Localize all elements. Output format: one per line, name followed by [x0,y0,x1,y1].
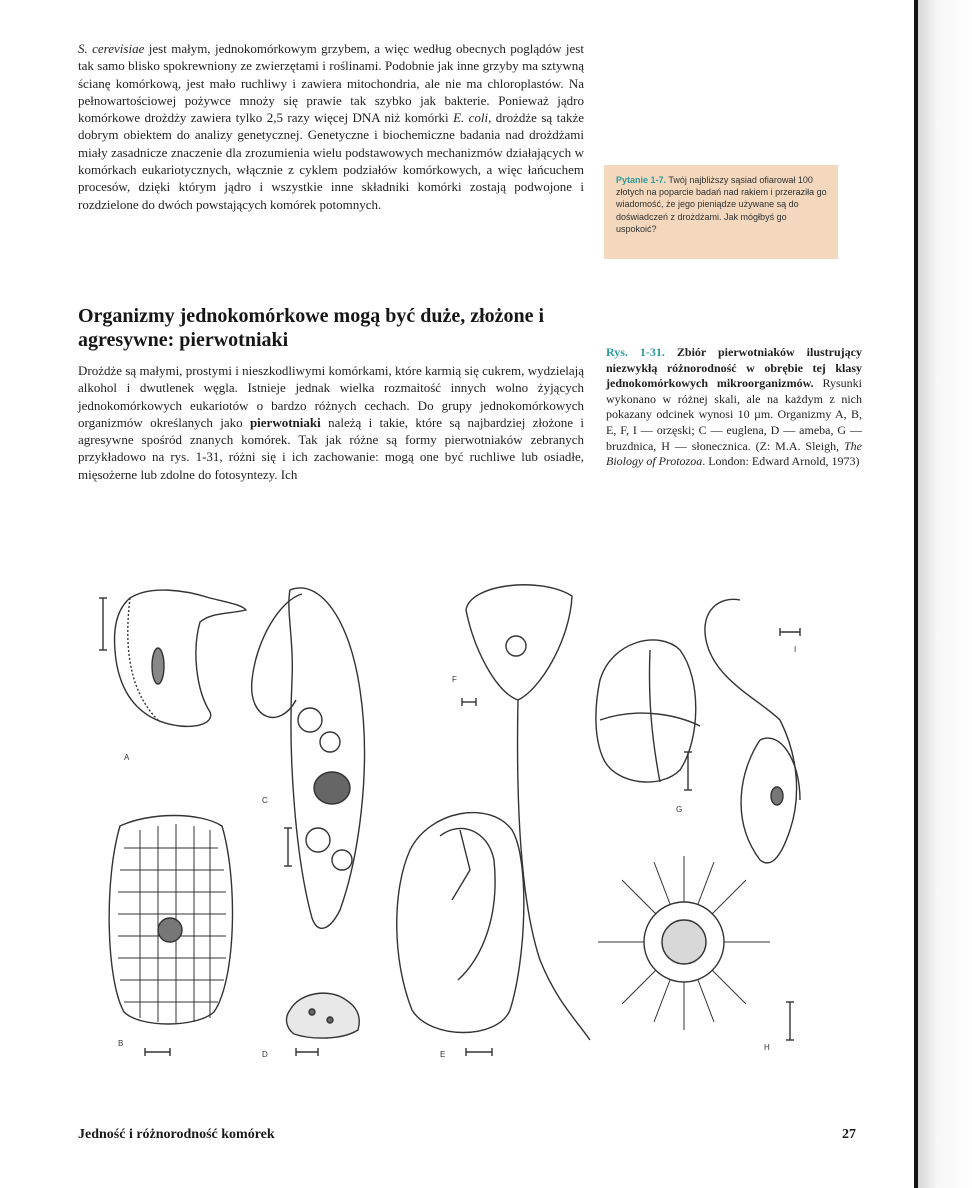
figure-number: Rys. 1-31. [606,345,665,359]
caption-book-title: The Biology of Protozoa [606,438,862,469]
figure-label-a: A [124,753,130,762]
organism-i [705,599,800,863]
body-text-2: należą i takie, które są najbardziej złożone i agresywne spośród znanych komórek. Tak jak różne są formy pierwotniaków zebranych przykładowo na rys. 1-31, różni się i ich zachowanie: mogą one być ruchliwe lub osiadłe, mięsożerne lub zdolne do fotosyntezy. Ich [78,414,584,482]
page-binding-shadow [918,0,972,1188]
footer-title: Jedność i różnorodność komórek [78,1127,275,1142]
species-name-ecoli: E. coli [453,110,489,126]
caption-text-1: Rysunki wykonano w różnej skali, ale na każdym z nich pokazany odcinek wynosi 10 µm. Organizmy A, B, E, F, I — orzęski; C — euglena, D — ameba, G — bruzdnica, H — słonecznica. (Z: M.A. Sleigh, [606,376,862,453]
organism-h [598,856,794,1040]
caption-text-2: . London: Edward Arnold, 1973) [702,454,860,469]
body-text-1: Drożdże są małymi, prostymi i nieszkodliwymi komórkami, które karmią się cukrem, wydzielają alkohol i dwutlenek węgla. Istnieje jednak wielka rozmaitość innych wolno żyjących jednokomórkowych eukariotów o bardzo różnych cechach. Do grupy jednokomórkowych organizmów określanych jako [78,363,584,430]
question-label: Pytanie 1-7. [616,175,667,185]
figure-label-g: G [676,805,683,814]
figure-label-f: F [452,675,457,684]
figure-label-d: D [262,1050,268,1059]
intro-text-2: , drożdże są także dobrym obiektem do analizy genetycznej. Genetyczne i biochemiczne badania nad drożdżami miały zasadnicze znaczenie dla zrozumienia wielu podstawowych mechanizmów działających w komórkach eukariotycznych, włącznie z cyklem podziałów komórkowych, a więc łańcuchem procesów, dzięki którym jądro i wszystkie inne składniki komórki zostają podwojone i rozdzielone do dwóch powstających komórek potomnych. [78,110,585,212]
figure-label-e: E [440,1050,446,1059]
caption-bold: Zbiór pierwotniaków ilustrujący niezwykłą różnorodność w obrębie tej klasy jednokomórkowych mikroorganizmów. [606,345,862,391]
organism-b [109,816,232,1057]
question-box [604,165,838,259]
organism-f [462,585,590,1040]
question-text: Twój najbliższy sąsiad ofiarował 100 złotych na poparcie badań nad rakiem i przeraziła go wiadomość, że jego pieniądze używane są do doświadczeń z drożdżami. Jak mógłbyś go uspokoić? [616,175,827,234]
species-name: S. cerevisiae [78,41,145,56]
organism-d [287,993,360,1056]
bold-term: pierwotniaki [249,414,321,430]
intro-text-1: jest małym, jednokomórkowym grzybem, a więc według obecnych poglądów jest tak samo blisko spokrewniony ze zwierzętami i roślinami. Podobnie jak inne grzyby ma sztywną ścianę komórkową, jest mało ruchliwy i zawiera mitochondria, ale nie ma chloroplastów. Na pełnowartościowej pożywce mnoży się prawie tak szybko jak bakterie. Ponieważ jądro komórkowe drożdży zawiera tylko 2,5 razy więcej DNA niż komórki [78,41,584,126]
organism-c [252,588,365,928]
organism-g [596,640,700,790]
figure-caption [606,345,862,470]
page-number: 27 [842,1127,856,1142]
figure-label-h: H [764,1043,770,1052]
body-paragraph [78,362,584,483]
figure-label-c: C [262,796,268,805]
intro-paragraph [78,40,584,213]
figure-label-b: B [118,1039,124,1048]
organism-e [397,813,524,1056]
organism-a [99,590,246,726]
page-edge [914,0,918,1188]
section-heading: Organizmy jednokomórkowe mogą być duże, złożone i agresywne: pierwotniaki [78,305,545,351]
figure-label-i: I [794,645,797,654]
